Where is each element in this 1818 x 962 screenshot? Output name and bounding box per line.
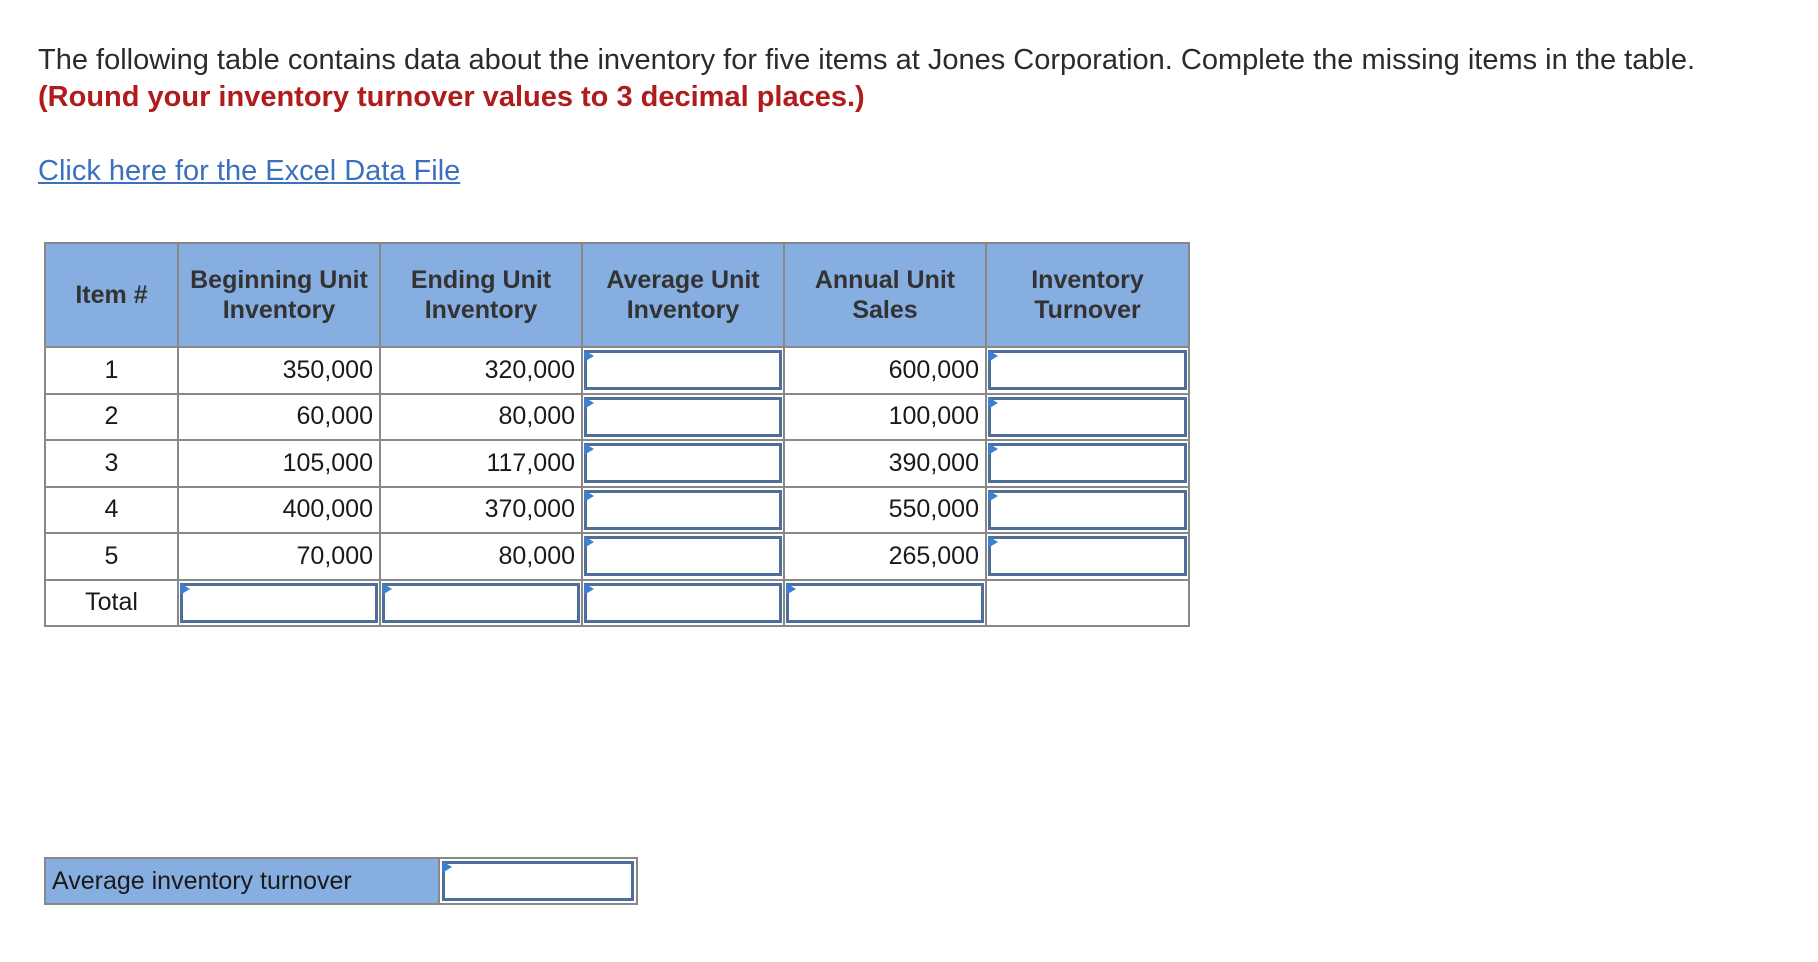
average-turnover-label: Average inventory turnover	[44, 857, 440, 905]
average-turnover-row	[44, 857, 638, 905]
rounding-note: (Round your inventory turnover values to 3 decimal places.)	[38, 81, 865, 113]
item-number: 2	[45, 394, 178, 441]
table-header-row	[45, 243, 1189, 347]
beginning-inventory: 60,000	[178, 394, 380, 441]
item-number: 5	[45, 533, 178, 580]
instructions	[38, 42, 1738, 116]
table-row	[45, 440, 1189, 487]
table-row	[45, 347, 1189, 394]
average-inventory-input[interactable]	[584, 397, 782, 437]
header-inventory-turnover: Inventory Turnover	[986, 243, 1189, 347]
annual-sales: 265,000	[784, 533, 986, 580]
annual-sales: 100,000	[784, 394, 986, 441]
beginning-inventory: 400,000	[178, 487, 380, 534]
annual-sales: 600,000	[784, 347, 986, 394]
total-label: Total	[45, 580, 178, 627]
total-ending-inventory-input[interactable]	[382, 583, 580, 623]
average-inventory-input[interactable]	[584, 536, 782, 576]
inventory-turnover-input[interactable]	[988, 350, 1187, 390]
beginning-inventory: 105,000	[178, 440, 380, 487]
total-average-inventory-input[interactable]	[584, 583, 782, 623]
ending-inventory: 320,000	[380, 347, 582, 394]
item-number: 4	[45, 487, 178, 534]
beginning-inventory: 70,000	[178, 533, 380, 580]
header-average-inventory: Average Unit Inventory	[582, 243, 784, 347]
average-inventory-input[interactable]	[584, 443, 782, 483]
table-row	[45, 394, 1189, 441]
average-inventory-input[interactable]	[584, 490, 782, 530]
ending-inventory: 117,000	[380, 440, 582, 487]
ending-inventory: 370,000	[380, 487, 582, 534]
instructions-text: The following table contains data about the inventory for five items at Jones Corporation. Complete the missing items in the table.	[38, 44, 1696, 76]
annual-sales: 550,000	[784, 487, 986, 534]
inventory-turnover-input[interactable]	[988, 490, 1187, 530]
table-row	[45, 487, 1189, 534]
item-number: 3	[45, 440, 178, 487]
header-beginning-inventory: Beginning Unit Inventory	[178, 243, 380, 347]
average-turnover-input[interactable]	[442, 861, 634, 901]
total-beginning-inventory-input[interactable]	[180, 583, 378, 623]
inventory-turnover-input[interactable]	[988, 397, 1187, 437]
annual-sales: 390,000	[784, 440, 986, 487]
table-row	[45, 533, 1189, 580]
ending-inventory: 80,000	[380, 394, 582, 441]
ending-inventory: 80,000	[380, 533, 582, 580]
average-inventory-input[interactable]	[584, 350, 782, 390]
header-annual-sales: Annual Unit Sales	[784, 243, 986, 347]
beginning-inventory: 350,000	[178, 347, 380, 394]
excel-data-file-link[interactable]: Click here for the Excel Data File	[38, 155, 461, 187]
total-annual-sales-input[interactable]	[786, 583, 984, 623]
inventory-turnover-input[interactable]	[988, 536, 1187, 576]
inventory-turnover-input[interactable]	[988, 443, 1187, 483]
inventory-table	[44, 242, 1190, 627]
header-ending-inventory: Ending Unit Inventory	[380, 243, 582, 347]
item-number: 1	[45, 347, 178, 394]
total-turnover-empty-cell	[986, 580, 1189, 627]
total-row	[45, 580, 1189, 627]
header-item: Item #	[45, 243, 178, 347]
